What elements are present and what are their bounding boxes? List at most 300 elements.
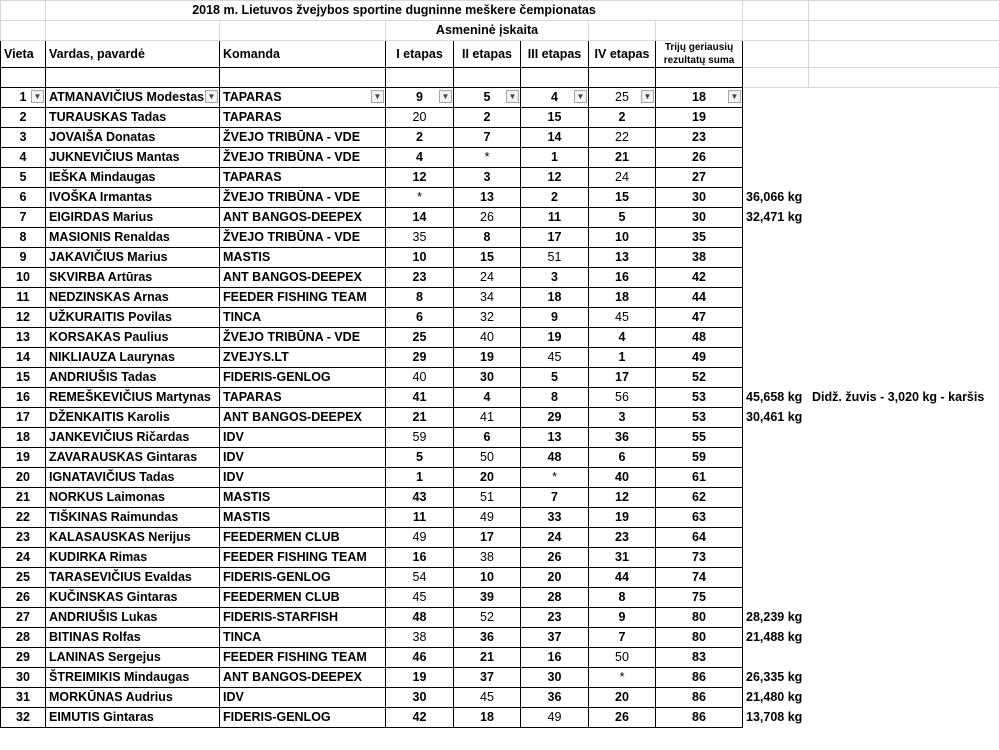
name-cell[interactable]: DŽENKAITIS Karolis [46, 408, 220, 428]
name-cell[interactable]: EIMUTIS Gintaras [46, 708, 220, 728]
place-cell[interactable]: 26 [1, 588, 46, 608]
team-cell[interactable]: ŽVEJO TRIBŪNA - VDE [220, 328, 386, 348]
stage-1-cell[interactable]: 35 [386, 228, 454, 248]
sum-cell[interactable]: 86 [656, 688, 743, 708]
sum-cell[interactable]: 42 [656, 268, 743, 288]
note-cell[interactable] [809, 648, 999, 668]
place-cell[interactable]: 32 [1, 708, 46, 728]
place-cell[interactable]: 9 [1, 248, 46, 268]
stage-3-cell[interactable]: 26 [521, 548, 589, 568]
stage-4-cell[interactable]: 17 [589, 368, 656, 388]
stage-2-cell[interactable]: 17 [454, 528, 521, 548]
sum-cell[interactable]: 63 [656, 508, 743, 528]
note-cell[interactable] [809, 508, 999, 528]
note-cell[interactable] [809, 288, 999, 308]
place-cell[interactable]: 3 [1, 128, 46, 148]
header-stage-4[interactable]: IV etapas [589, 41, 656, 68]
team-cell[interactable] [220, 88, 386, 108]
stage-4-cell[interactable]: 26 [589, 708, 656, 728]
weight-cell[interactable] [743, 548, 809, 568]
stage-4-cell[interactable]: 44 [589, 568, 656, 588]
place-cell[interactable] [1, 88, 46, 108]
stage-1-cell[interactable]: 14 [386, 208, 454, 228]
name-cell[interactable]: LANINAS Sergejus [46, 648, 220, 668]
stage-4-cell[interactable]: 18 [589, 288, 656, 308]
stage-3-cell[interactable]: 30 [521, 668, 589, 688]
weight-cell[interactable] [743, 348, 809, 368]
stage-4-cell[interactable]: 21 [589, 148, 656, 168]
header-stage-2[interactable]: II etapas [454, 41, 521, 68]
stage-4-cell[interactable]: 23 [589, 528, 656, 548]
weight-cell[interactable]: 28,239 kg [746, 610, 803, 624]
note-cell[interactable] [809, 268, 999, 288]
stage-3-cell[interactable]: 49 [521, 708, 589, 728]
stage-3-cell[interactable]: 16 [521, 648, 589, 668]
name-cell[interactable]: TIŠKINAS Raimundas [46, 508, 220, 528]
stage-4-cell[interactable]: 13 [589, 248, 656, 268]
name-cell[interactable]: ANDRIUŠIS Lukas [46, 608, 220, 628]
filter-dropdown-icon[interactable]: ▼ [205, 90, 218, 103]
sum-cell[interactable]: 62 [656, 488, 743, 508]
sum-cell[interactable]: 52 [656, 368, 743, 388]
place-cell[interactable]: 13 [1, 328, 46, 348]
stage-3-cell[interactable]: 24 [521, 528, 589, 548]
stage-4-cell[interactable]: 3 [589, 408, 656, 428]
name-cell[interactable]: JANKEVIČIUS Ričardas [46, 428, 220, 448]
sum-cell[interactable]: 59 [656, 448, 743, 468]
stage-4-cell[interactable] [589, 88, 656, 108]
note-cell[interactable] [809, 168, 999, 188]
stage-3-cell[interactable]: 19 [521, 328, 589, 348]
team-cell[interactable]: FEEDERMEN CLUB [220, 588, 386, 608]
stage-2-cell[interactable]: 19 [454, 348, 521, 368]
note-cell[interactable] [809, 448, 999, 468]
team-cell[interactable]: FIDERIS-GENLOG [220, 368, 386, 388]
sum-cell[interactable]: 26 [656, 148, 743, 168]
team-cell[interactable]: FEEDER FISHING TEAM [220, 548, 386, 568]
stage-2-cell[interactable] [454, 88, 521, 108]
note-cell[interactable] [809, 128, 999, 148]
place-cell[interactable]: 2 [1, 108, 46, 128]
stage-1-cell[interactable]: 38 [386, 628, 454, 648]
header-sum[interactable]: Trijų geriausių rezultatų suma [656, 41, 743, 68]
stage-4-cell[interactable]: 31 [589, 548, 656, 568]
stage-1-cell[interactable]: 20 [386, 108, 454, 128]
stage-3-cell[interactable]: 2 [521, 188, 589, 208]
sum-cell[interactable] [656, 88, 743, 108]
team-cell[interactable]: FEEDERMEN CLUB [220, 528, 386, 548]
stage-1-cell[interactable]: 23 [386, 268, 454, 288]
place-cell[interactable]: 27 [1, 608, 46, 628]
place-cell[interactable]: 14 [1, 348, 46, 368]
team-cell[interactable]: FEEDER FISHING TEAM [220, 648, 386, 668]
weight-cell[interactable] [743, 588, 809, 608]
place-cell[interactable]: 18 [1, 428, 46, 448]
team-cell[interactable]: TAPARAS [220, 388, 386, 408]
place-cell[interactable]: 8 [1, 228, 46, 248]
weight-cell[interactable]: 13,708 kg [746, 710, 803, 724]
sum-cell[interactable]: 83 [656, 648, 743, 668]
stage-3-cell[interactable]: 7 [521, 488, 589, 508]
stage-1-cell[interactable]: 25 [386, 328, 454, 348]
team-cell[interactable]: ANT BANGOS-DEEPEX [220, 668, 386, 688]
place-cell[interactable]: 12 [1, 308, 46, 328]
weight-cell[interactable] [743, 228, 809, 248]
note-cell[interactable] [809, 628, 999, 648]
sum-cell[interactable]: 44 [656, 288, 743, 308]
note-cell[interactable] [809, 708, 999, 728]
stage-1-cell[interactable]: 16 [386, 548, 454, 568]
note-cell[interactable] [809, 548, 999, 568]
sum-cell[interactable]: 30 [656, 188, 743, 208]
stage-2-cell[interactable]: 21 [454, 648, 521, 668]
weight-cell[interactable] [743, 108, 809, 128]
stage-1-cell[interactable]: 12 [386, 168, 454, 188]
stage-2-cell[interactable]: 45 [454, 688, 521, 708]
team-cell[interactable]: TAPARAS [220, 168, 386, 188]
team-cell[interactable]: ANT BANGOS-DEEPEX [220, 408, 386, 428]
sum-cell[interactable]: 30 [656, 208, 743, 228]
name-cell[interactable]: UŽKURAITIS Povilas [46, 308, 220, 328]
stage-2-cell[interactable]: 38 [454, 548, 521, 568]
note-cell[interactable] [809, 588, 999, 608]
note-cell[interactable] [809, 88, 999, 108]
weight-cell[interactable]: 36,066 kg [746, 190, 803, 204]
stage-4-cell[interactable]: 16 [589, 268, 656, 288]
filter-dropdown-icon[interactable]: ▼ [371, 90, 384, 103]
place-cell[interactable]: 19 [1, 448, 46, 468]
weight-cell[interactable]: 21,480 kg [746, 690, 803, 704]
stage-1-cell[interactable]: 10 [386, 248, 454, 268]
team-cell[interactable]: ŽVEJO TRIBŪNA - VDE [220, 128, 386, 148]
filter-dropdown-icon[interactable]: ▼ [506, 90, 519, 103]
sum-cell[interactable]: 80 [656, 628, 743, 648]
name-cell[interactable]: ŠTREIMIKIS Mindaugas [46, 668, 220, 688]
stage-2-cell[interactable]: 3 [454, 168, 521, 188]
stage-2-cell[interactable]: 41 [454, 408, 521, 428]
stage-1-cell[interactable]: 43 [386, 488, 454, 508]
stage-1-cell[interactable]: 54 [386, 568, 454, 588]
sum-cell[interactable]: 64 [656, 528, 743, 548]
sum-cell[interactable]: 86 [656, 668, 743, 688]
stage-1-cell[interactable] [386, 88, 454, 108]
weight-cell[interactable] [743, 248, 809, 268]
stage-4-cell[interactable]: 24 [589, 168, 656, 188]
stage-2-cell[interactable]: 4 [454, 388, 521, 408]
stage-4-cell[interactable]: 10 [589, 228, 656, 248]
stage-2-cell[interactable]: 37 [454, 668, 521, 688]
stage-2-cell[interactable]: 40 [454, 328, 521, 348]
stage-2-cell[interactable]: 13 [454, 188, 521, 208]
weight-cell[interactable] [743, 308, 809, 328]
stage-1-cell[interactable]: 49 [386, 528, 454, 548]
stage-4-cell[interactable]: 7 [589, 628, 656, 648]
place-cell[interactable]: 21 [1, 488, 46, 508]
place-cell[interactable]: 6 [1, 188, 46, 208]
team-cell[interactable]: IDV [220, 448, 386, 468]
weight-cell[interactable] [743, 168, 809, 188]
place-cell[interactable]: 25 [1, 568, 46, 588]
filter-dropdown-icon[interactable]: ▼ [641, 90, 654, 103]
stage-1-cell[interactable]: 59 [386, 428, 454, 448]
weight-cell[interactable] [743, 368, 809, 388]
note-cell[interactable] [809, 108, 999, 128]
sum-cell[interactable]: 86 [656, 708, 743, 728]
note-cell[interactable] [809, 428, 999, 448]
stage-4-cell[interactable]: 1 [589, 348, 656, 368]
filter-dropdown-icon[interactable]: ▼ [574, 90, 587, 103]
team-cell[interactable]: IDV [220, 428, 386, 448]
sum-cell[interactable]: 61 [656, 468, 743, 488]
stage-3-cell[interactable]: 48 [521, 448, 589, 468]
stage-2-cell[interactable]: 39 [454, 588, 521, 608]
stage-2-cell[interactable]: 52 [454, 608, 521, 628]
stage-4-cell[interactable]: 45 [589, 308, 656, 328]
place-cell[interactable]: 20 [1, 468, 46, 488]
stage-1-cell[interactable]: 11 [386, 508, 454, 528]
sum-cell[interactable]: 48 [656, 328, 743, 348]
header-team[interactable]: Komanda [220, 41, 386, 68]
note-cell[interactable] [809, 148, 999, 168]
stage-3-cell[interactable]: 28 [521, 588, 589, 608]
sum-cell[interactable]: 35 [656, 228, 743, 248]
stage-1-cell[interactable]: 48 [386, 608, 454, 628]
stage-3-cell[interactable]: 11 [521, 208, 589, 228]
filter-dropdown-icon[interactable]: ▼ [31, 90, 44, 103]
team-cell[interactable]: ŽVEJO TRIBŪNA - VDE [220, 148, 386, 168]
note-cell[interactable] [809, 228, 999, 248]
stage-3-cell[interactable]: * [521, 468, 589, 488]
stage-2-cell[interactable]: 49 [454, 508, 521, 528]
name-cell[interactable]: EIGIRDAS Marius [46, 208, 220, 228]
stage-3-cell[interactable]: 45 [521, 348, 589, 368]
stage-3-cell[interactable]: 12 [521, 168, 589, 188]
stage-3-cell[interactable]: 51 [521, 248, 589, 268]
sum-cell[interactable]: 38 [656, 248, 743, 268]
sum-cell[interactable]: 74 [656, 568, 743, 588]
stage-2-cell[interactable]: 26 [454, 208, 521, 228]
weight-cell[interactable] [743, 468, 809, 488]
sum-cell[interactable]: 47 [656, 308, 743, 328]
sum-cell[interactable]: 75 [656, 588, 743, 608]
weight-cell[interactable]: 30,461 kg [746, 410, 803, 424]
stage-1-cell[interactable]: 40 [386, 368, 454, 388]
stage-3-cell[interactable]: 23 [521, 608, 589, 628]
stage-3-cell[interactable]: 17 [521, 228, 589, 248]
stage-1-cell[interactable]: 30 [386, 688, 454, 708]
team-cell[interactable]: MASTIS [220, 248, 386, 268]
stage-4-cell[interactable]: 19 [589, 508, 656, 528]
note-cell[interactable] [809, 688, 999, 708]
stage-2-cell[interactable]: 15 [454, 248, 521, 268]
stage-2-cell[interactable]: 50 [454, 448, 521, 468]
place-cell[interactable]: 5 [1, 168, 46, 188]
note-cell[interactable] [809, 468, 999, 488]
team-cell[interactable]: TINCA [220, 308, 386, 328]
team-cell[interactable]: FIDERIS-STARFISH [220, 608, 386, 628]
note-cell[interactable] [809, 328, 999, 348]
stage-4-cell[interactable]: 2 [589, 108, 656, 128]
place-cell[interactable]: 23 [1, 528, 46, 548]
name-cell[interactable]: KALASAUSKAS Nerijus [46, 528, 220, 548]
name-cell[interactable]: ZAVARAUSKAS Gintaras [46, 448, 220, 468]
name-cell[interactable]: MASIONIS Renaldas [46, 228, 220, 248]
stage-4-cell[interactable]: 15 [589, 188, 656, 208]
filter-dropdown-icon[interactable]: ▼ [439, 90, 452, 103]
name-cell[interactable]: BITINAS Rolfas [46, 628, 220, 648]
stage-2-cell[interactable]: 24 [454, 268, 521, 288]
place-cell[interactable]: 28 [1, 628, 46, 648]
sum-cell[interactable]: 19 [656, 108, 743, 128]
team-cell[interactable]: TINCA [220, 628, 386, 648]
team-cell[interactable]: ZVEJYS.LT [220, 348, 386, 368]
note-cell[interactable] [809, 248, 999, 268]
name-cell[interactable]: REMEŠKEVIČIUS Martynas [46, 388, 220, 408]
note-cell[interactable] [809, 488, 999, 508]
place-cell[interactable]: 17 [1, 408, 46, 428]
name-cell[interactable]: KUDIRKA Rimas [46, 548, 220, 568]
stage-3-cell[interactable]: 8 [521, 388, 589, 408]
stage-1-cell[interactable]: 1 [386, 468, 454, 488]
name-cell[interactable]: SKVIRBA Artūras [46, 268, 220, 288]
name-cell[interactable]: TARASEVIČIUS Evaldas [46, 568, 220, 588]
note-cell[interactable] [809, 308, 999, 328]
stage-2-cell[interactable]: 18 [454, 708, 521, 728]
name-cell[interactable]: IEŠKA Mindaugas [46, 168, 220, 188]
place-cell[interactable]: 10 [1, 268, 46, 288]
stage-3-cell[interactable]: 9 [521, 308, 589, 328]
team-cell[interactable]: IDV [220, 688, 386, 708]
stage-4-cell[interactable]: 50 [589, 648, 656, 668]
team-cell[interactable]: ANT BANGOS-DEEPEX [220, 208, 386, 228]
stage-2-cell[interactable]: 20 [454, 468, 521, 488]
team-cell[interactable]: TAPARAS [220, 108, 386, 128]
stage-1-cell[interactable]: 5 [386, 448, 454, 468]
stage-3-cell[interactable]: 29 [521, 408, 589, 428]
header-vieta[interactable]: Vieta [1, 41, 46, 68]
place-cell[interactable]: 22 [1, 508, 46, 528]
sum-cell[interactable]: 53 [656, 388, 743, 408]
stage-4-cell[interactable]: 22 [589, 128, 656, 148]
name-cell[interactable]: JUKNEVIČIUS Mantas [46, 148, 220, 168]
weight-cell[interactable]: 21,488 kg [746, 630, 803, 644]
stage-4-cell[interactable]: 36 [589, 428, 656, 448]
name-cell[interactable]: NEDZINSKAS Arnas [46, 288, 220, 308]
stage-3-cell[interactable]: 14 [521, 128, 589, 148]
stage-4-cell[interactable]: 56 [589, 388, 656, 408]
name-cell[interactable]: IVOŠKA Irmantas [46, 188, 220, 208]
stage-2-cell[interactable]: 32 [454, 308, 521, 328]
name-cell[interactable]: KORSAKAS Paulius [46, 328, 220, 348]
sum-cell[interactable]: 53 [656, 408, 743, 428]
place-cell[interactable]: 30 [1, 668, 46, 688]
stage-3-cell[interactable]: 18 [521, 288, 589, 308]
stage-1-cell[interactable]: 19 [386, 668, 454, 688]
stage-3-cell[interactable]: 3 [521, 268, 589, 288]
note-cell[interactable] [809, 208, 999, 228]
place-cell[interactable]: 16 [1, 388, 46, 408]
header-stage-1[interactable]: I etapas [386, 41, 454, 68]
note-cell[interactable] [809, 568, 999, 588]
place-cell[interactable]: 4 [1, 148, 46, 168]
stage-2-cell[interactable]: 10 [454, 568, 521, 588]
weight-cell[interactable] [743, 328, 809, 348]
team-cell[interactable]: FEEDER FISHING TEAM [220, 288, 386, 308]
stage-1-cell[interactable]: 6 [386, 308, 454, 328]
weight-cell[interactable] [743, 428, 809, 448]
sum-cell[interactable]: 55 [656, 428, 743, 448]
stage-3-cell[interactable]: 1 [521, 148, 589, 168]
stage-2-cell[interactable]: 2 [454, 108, 521, 128]
weight-cell[interactable]: 45,658 kg [746, 390, 803, 404]
stage-1-cell[interactable]: 4 [386, 148, 454, 168]
stage-1-cell[interactable]: 8 [386, 288, 454, 308]
weight-cell[interactable] [743, 528, 809, 548]
place-cell[interactable]: 11 [1, 288, 46, 308]
stage-2-cell[interactable]: 30 [454, 368, 521, 388]
stage-1-cell[interactable]: * [386, 188, 454, 208]
place-cell[interactable]: 31 [1, 688, 46, 708]
stage-2-cell[interactable]: 36 [454, 628, 521, 648]
stage-3-cell[interactable]: 20 [521, 568, 589, 588]
sum-cell[interactable]: 27 [656, 168, 743, 188]
name-cell[interactable]: MORKŪNAS Audrius [46, 688, 220, 708]
team-cell[interactable]: ŽVEJO TRIBŪNA - VDE [220, 188, 386, 208]
team-cell[interactable]: IDV [220, 468, 386, 488]
stage-2-cell[interactable]: 51 [454, 488, 521, 508]
sum-cell[interactable]: 80 [656, 608, 743, 628]
stage-2-cell[interactable]: 7 [454, 128, 521, 148]
sum-cell[interactable]: 49 [656, 348, 743, 368]
weight-cell[interactable] [743, 268, 809, 288]
stage-1-cell[interactable]: 42 [386, 708, 454, 728]
stage-4-cell[interactable]: * [589, 668, 656, 688]
header-name[interactable]: Vardas, pavardė [46, 41, 220, 68]
stage-1-cell[interactable]: 21 [386, 408, 454, 428]
place-cell[interactable]: 29 [1, 648, 46, 668]
note-cell[interactable] [809, 608, 999, 628]
stage-3-cell[interactable]: 36 [521, 688, 589, 708]
stage-3-cell[interactable]: 13 [521, 428, 589, 448]
weight-cell[interactable] [743, 568, 809, 588]
note-cell[interactable] [809, 188, 999, 208]
weight-cell[interactable] [743, 488, 809, 508]
sum-cell[interactable]: 73 [656, 548, 743, 568]
stage-3-cell[interactable] [521, 88, 589, 108]
weight-cell[interactable] [743, 88, 809, 108]
stage-4-cell[interactable]: 40 [589, 468, 656, 488]
name-cell[interactable]: NIKLIAUZA Laurynas [46, 348, 220, 368]
weight-cell[interactable] [743, 648, 809, 668]
stage-4-cell[interactable]: 12 [589, 488, 656, 508]
name-cell[interactable]: ANDRIUŠIS Tadas [46, 368, 220, 388]
note-cell[interactable] [809, 348, 999, 368]
note-cell[interactable]: Didž. žuvis - 3,020 kg - karšis [812, 390, 985, 404]
stage-1-cell[interactable]: 46 [386, 648, 454, 668]
stage-1-cell[interactable]: 29 [386, 348, 454, 368]
place-cell[interactable]: 15 [1, 368, 46, 388]
stage-1-cell[interactable]: 2 [386, 128, 454, 148]
stage-4-cell[interactable]: 8 [589, 588, 656, 608]
weight-cell[interactable]: 32,471 kg [746, 210, 803, 224]
weight-cell[interactable] [743, 508, 809, 528]
weight-cell[interactable] [743, 288, 809, 308]
name-cell[interactable]: NORKUS Laimonas [46, 488, 220, 508]
note-cell[interactable] [809, 528, 999, 548]
team-cell[interactable]: FIDERIS-GENLOG [220, 568, 386, 588]
weight-cell[interactable] [743, 128, 809, 148]
name-cell[interactable]: KUČINSKAS Gintaras [46, 588, 220, 608]
